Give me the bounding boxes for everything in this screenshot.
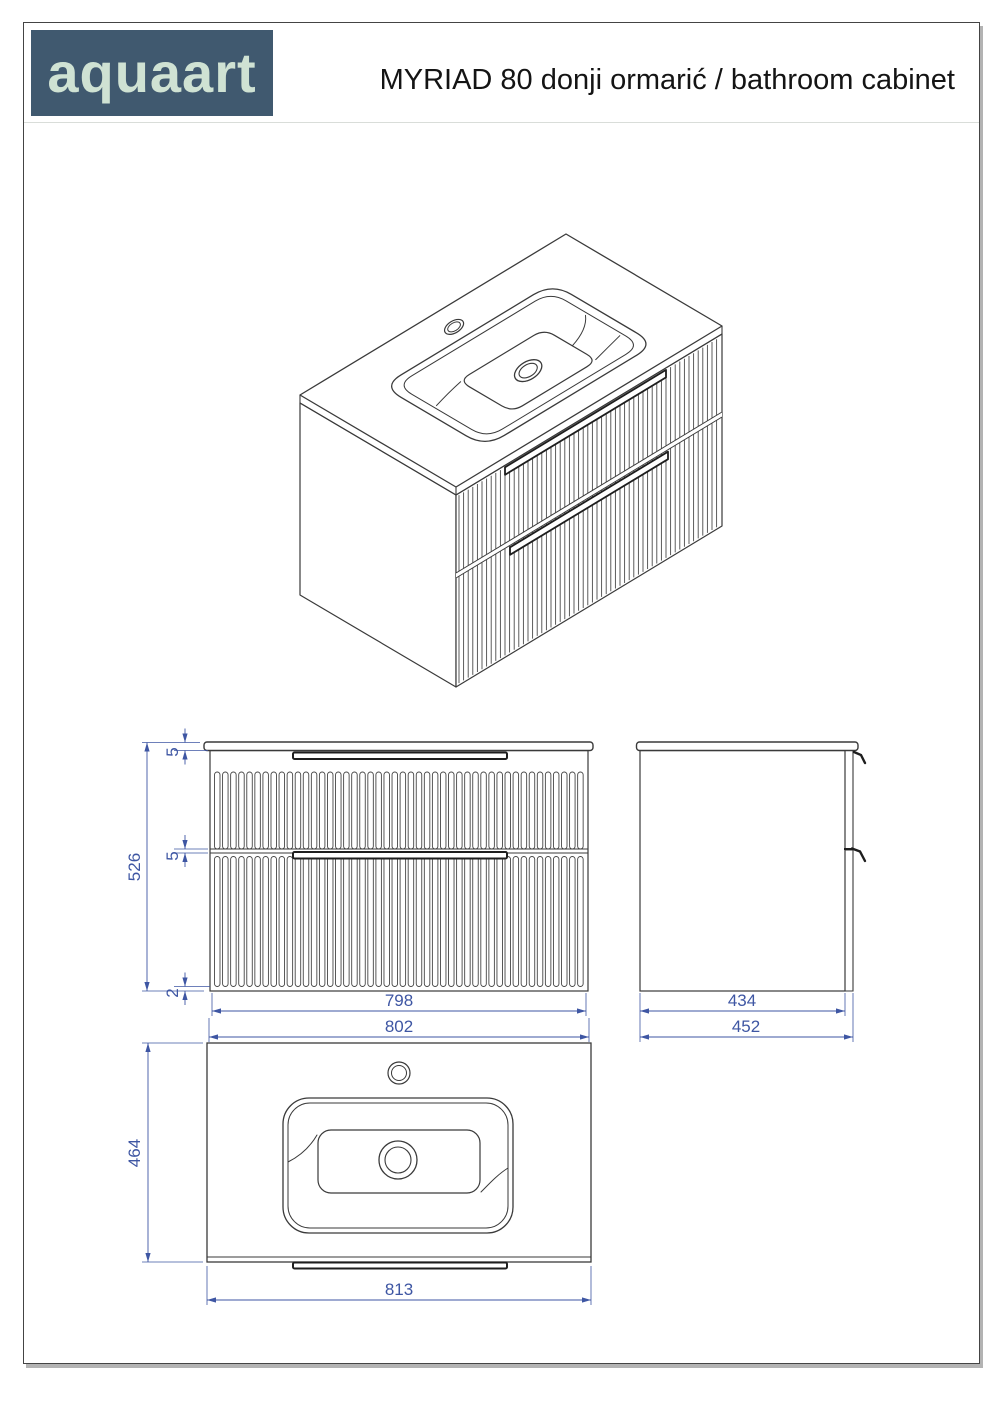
dim-top-depth: 464 (125, 1138, 144, 1168)
brand-logo-text: aquaart (47, 41, 257, 104)
side-view (637, 742, 866, 991)
dim-front-inner-width: 798 (384, 991, 414, 1010)
dim-front-top-gap: 5 (163, 747, 182, 757)
dim-side-inner-depth: 434 (727, 991, 757, 1010)
dim-front-bottom-gap: 2 (163, 988, 182, 998)
dim-top-width: 813 (384, 1280, 414, 1299)
isometric-view (300, 234, 722, 687)
top-view (207, 1043, 591, 1269)
dim-front-outer-width: 802 (384, 1017, 414, 1036)
dim-side-outer-depth: 452 (731, 1017, 761, 1036)
dim-front-height: 526 (125, 852, 144, 882)
front-view (204, 742, 593, 991)
page-title: MYRIAD 80 donji ormarić / bathroom cabinet (379, 64, 955, 96)
dim-front-mid-gap: 5 (163, 851, 182, 861)
